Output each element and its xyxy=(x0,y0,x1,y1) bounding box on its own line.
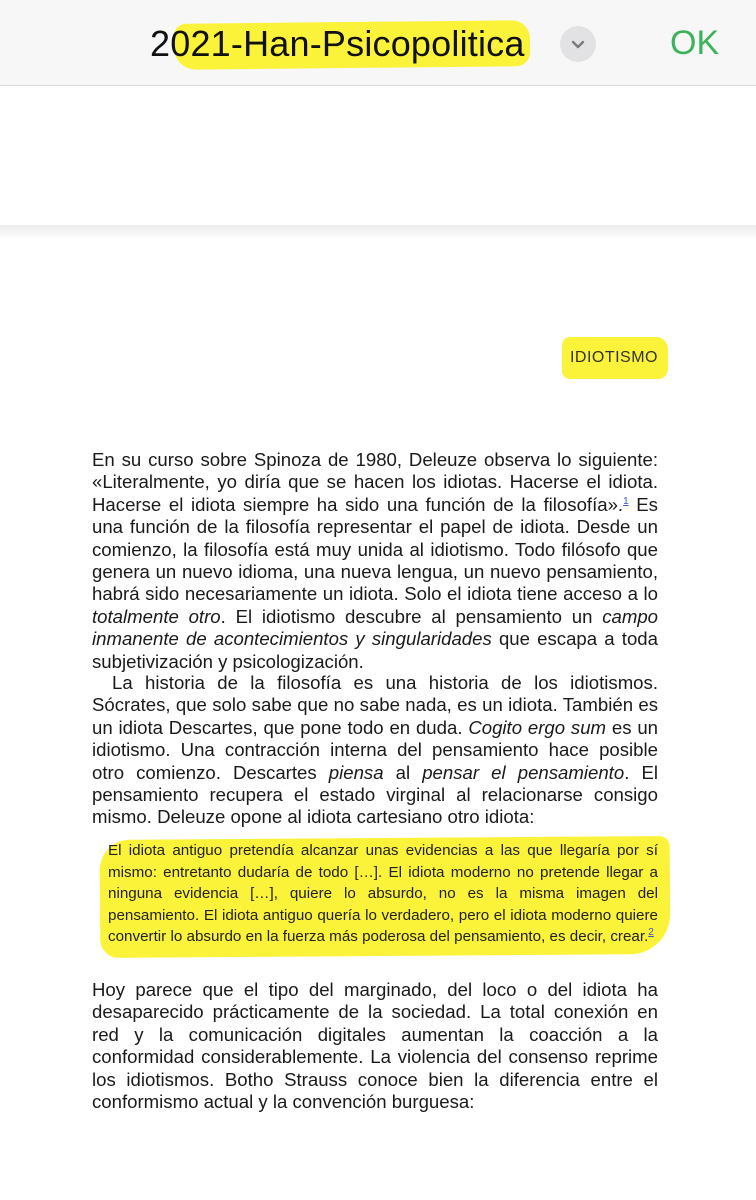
paragraph-1-text: Es una función de la filosofía representar el papel de idiota. Desde un comienzo, la filosofía está muy unida al idiotismo. Todo filósofo que genera un nuevo idioma, una nueva lengua, un nuevo pensamiento, habrá sido necesariamente un idiota. Solo el idiota tiene acceso a lo xyxy=(92,493,658,605)
page-separator xyxy=(0,225,756,239)
footnote-link-1[interactable]: 1 xyxy=(623,495,629,507)
document-title[interactable]: 2021-Han-Psicopolitica xyxy=(150,23,525,64)
paragraph-2-text: al xyxy=(383,761,423,783)
emphasis: pensar el pensamiento xyxy=(422,761,625,783)
footnote-link-2[interactable]: 2 xyxy=(648,927,654,939)
previous-page-bottom xyxy=(0,87,756,225)
paragraph-2-text: La historia de la filosofía es una historia de los idiotismos. Sócrates, que solo sabe que no sabe nada, es un idiota. También es un idiota Descartes, que pone todo en duda. xyxy=(92,672,658,738)
paragraph-2-text: es un idiotismo. Una contracción interna del pensamiento hace posible otro comienzo. Descartes xyxy=(92,716,658,783)
ok-button[interactable]: OK xyxy=(670,24,720,62)
paragraph-1-text: . El idiotismo descubre al pensamiento un xyxy=(220,605,603,627)
title-menu-button[interactable] xyxy=(560,26,596,62)
block-quote xyxy=(108,840,658,948)
chevron-down-icon xyxy=(569,35,587,53)
quote-text: El idiota antiguo pretendía alcanzar unas evidencias a las que llegaría por sí mismo: entretanto dudaría de todo […]. El idiota moderno no pretende llegar a ninguna evidencia […], quiere lo absurdo, no es la misma imagen del pensamiento. El idiota antiguo quería lo verdadero, pero el idiota moderno quiere convertir lo absurdo en la fuerza más poderosa del pensamiento, es decir, crear. xyxy=(108,842,658,946)
chapter-heading-area xyxy=(566,337,662,379)
paragraph-3: Hoy parece que el tipo del marginado, del loco o del idiota ha desaparecido prácticamente de la sociedad. La total conexión en red y la comunicación digitales aumentan la coacción a la conformidad considerablemente. La violencia del consenso reprime los idiotismos. Botho Strauss conoce bien la diferencia entre el conformismo actual y la convención burguesa: xyxy=(92,979,658,1113)
paragraph-1 xyxy=(92,449,658,673)
paragraph-2 xyxy=(92,672,658,829)
paragraph-1-text: que escapa a toda subjetivización y psicologización. xyxy=(92,628,658,672)
document-title-area[interactable] xyxy=(150,20,525,68)
emphasis: piensa xyxy=(328,761,384,783)
emphasis: totalmente otro xyxy=(92,605,221,627)
document-header xyxy=(0,0,756,86)
paragraph-2-text: . El pensamiento recupera el estado virginal al relacionarse consigo mismo. Deleuze opone al idiota cartesiano otro idiota: xyxy=(92,761,658,828)
paragraph-1-text: En su curso sobre Spinoza de 1980, Deleuze observa lo siguiente: «Literalmente, yo diría que se hacen los idiotas. Hacerse el idiota. Hacerse el idiota siempre ha sido una función de la filosofía». xyxy=(92,449,658,515)
emphasis: campo inmanente de acontecimientos y singularidades xyxy=(92,605,659,650)
emphasis: Cogito ergo sum xyxy=(468,716,607,738)
chapter-heading: IDIOTISMO xyxy=(569,349,658,366)
